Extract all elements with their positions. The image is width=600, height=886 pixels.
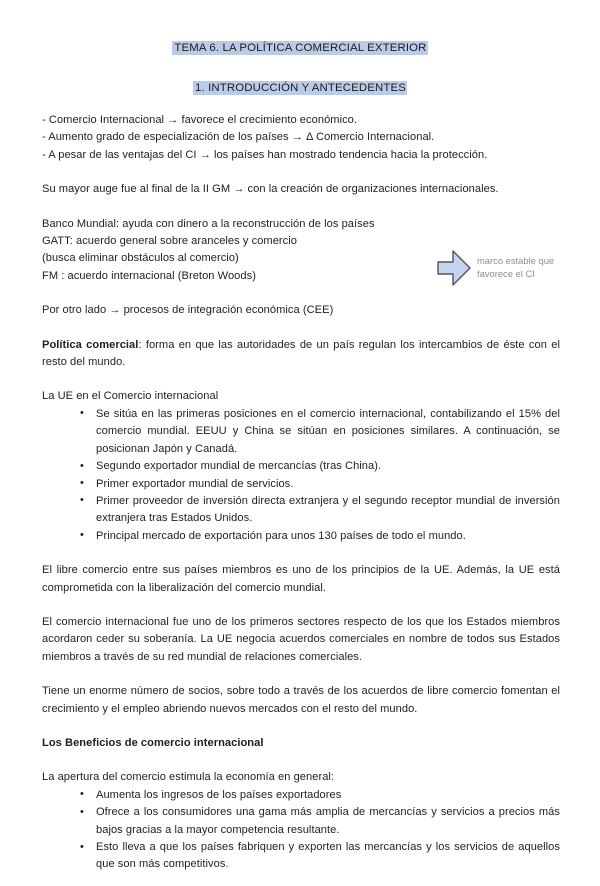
paragraph-politica-comercial	[42, 337, 560, 372]
beneficios-bullet-list	[42, 787, 560, 874]
annotation-line-1: marco estable que	[477, 255, 555, 267]
list-item: • Principal mercado de exportación para unos 130 países de todo el mundo.	[80, 528, 560, 545]
document-page	[0, 38, 600, 886]
intro-line-3: - A pesar de las ventajas del CI → los países han mostrado tendencia hacia la protección.	[42, 148, 488, 161]
beneficios-heading	[42, 735, 560, 752]
list-item: • Segundo exportador mundial de mercancías (tras China).	[80, 458, 560, 475]
section-title: 1. INTRODUCCIÓN Y ANTECEDENTES	[194, 82, 407, 94]
institution-line-1: Banco Mundial: ayuda con dinero a la reconstrucción de los países	[42, 217, 375, 230]
document-title-row	[0, 38, 600, 56]
spacer	[42, 371, 560, 388]
list-item: • Se sitúa en las primeras posiciones en el comercio internacional, contabilizando el 15% del comercio mundial. EEUU y China se sitúan en posiciones similares. A continuación, se posicionan Japón y Canadá.	[80, 406, 560, 458]
annotation-line-2: favorece el CI	[477, 268, 535, 279]
intro-line-1: - Comercio Internacional → favorece el crecimiento económico.	[42, 114, 358, 126]
spacer	[42, 666, 560, 683]
spacer	[42, 545, 560, 562]
politica-comercial-text: : forma en que las autoridades de un país regulan los intercambios de éste con el resto del mundo.	[42, 338, 560, 369]
ue-bullet-list	[42, 406, 560, 545]
list-item: • Ofrece a los consumidores una gama más amplia de mercancías y servicios a precios más bajos gracias a la mayor competencia resultante.	[80, 804, 560, 839]
beneficios-heading-text: Los Beneficios de comercio internacional	[42, 736, 264, 749]
intro-line-2: - Aumento grado de especialización de los países → Δ Comercio Internacional.	[42, 131, 435, 144]
spacer	[42, 718, 560, 735]
spacer	[42, 199, 560, 216]
right-arrow-icon	[436, 246, 472, 290]
paragraph-soberania: El comercio internacional fue uno de los primeros sectores respecto de los que los Estados miembros acordaron ceder su soberanía. La UE negocia acuerdos comerciales en nombre de todos sus Estados miembros a través de su red mundial de relaciones comerciales.	[42, 615, 560, 663]
section-title-row	[0, 78, 600, 96]
politica-comercial-label: Política comercial	[42, 338, 139, 351]
institution-line-2: GATT: acuerdo general sobre aranceles y comercio	[42, 235, 298, 248]
institution-line-3: (busca eliminar obstáculos al comercio)	[42, 252, 239, 265]
spacer	[42, 320, 560, 337]
annotation-group	[436, 246, 554, 290]
paragraph-libre-comercio: El libre comercio entre sus países miembros es uno de los principios de la UE. Además, la UE está comprometida con la liberalización del comercio mundial.	[42, 564, 560, 594]
paragraph-socios: Tiene un enorme número de socios, sobre todo a través de los acuerdos de libre comercio fomentan el crecimiento y el empleo abriendo nuevos mercados con el resto del mundo.	[42, 685, 560, 715]
list-item: • Esto lleva a que los países fabriquen y exporten las mercancías y los servicios de aquellos que son más competitivos.	[80, 839, 560, 874]
paragraph-auge: Su mayor auge fue al final de la II GM → con la creación de organizaciones internacionales.	[42, 183, 499, 196]
spacer	[42, 597, 560, 614]
list-item: • Primer proveedor de inversión directa extranjera y el segundo receptor mundial de inversión extranjera tras Estados Unidos.	[80, 493, 560, 528]
spacer	[42, 164, 560, 181]
apertura-line: La apertura del comercio estimula la economía en general:	[42, 771, 335, 784]
page-title: TEMA 6. LA POLÍTICA COMERCIAL EXTERIOR	[174, 42, 427, 54]
list-item: • Primer exportador mundial de servicios.	[80, 476, 560, 493]
institution-line-4: FM : acuerdo internacional (Breton Woods)	[42, 269, 256, 282]
paragraph-integracion: Por otro lado → procesos de integración económica (CEE)	[42, 304, 334, 317]
list-item: • Aumenta los ingresos de los países exportadores	[80, 787, 560, 804]
ue-heading: La UE en el Comercio internacional	[42, 390, 219, 403]
annotation-text	[477, 255, 554, 280]
document-body	[0, 112, 600, 874]
spacer	[42, 752, 560, 769]
